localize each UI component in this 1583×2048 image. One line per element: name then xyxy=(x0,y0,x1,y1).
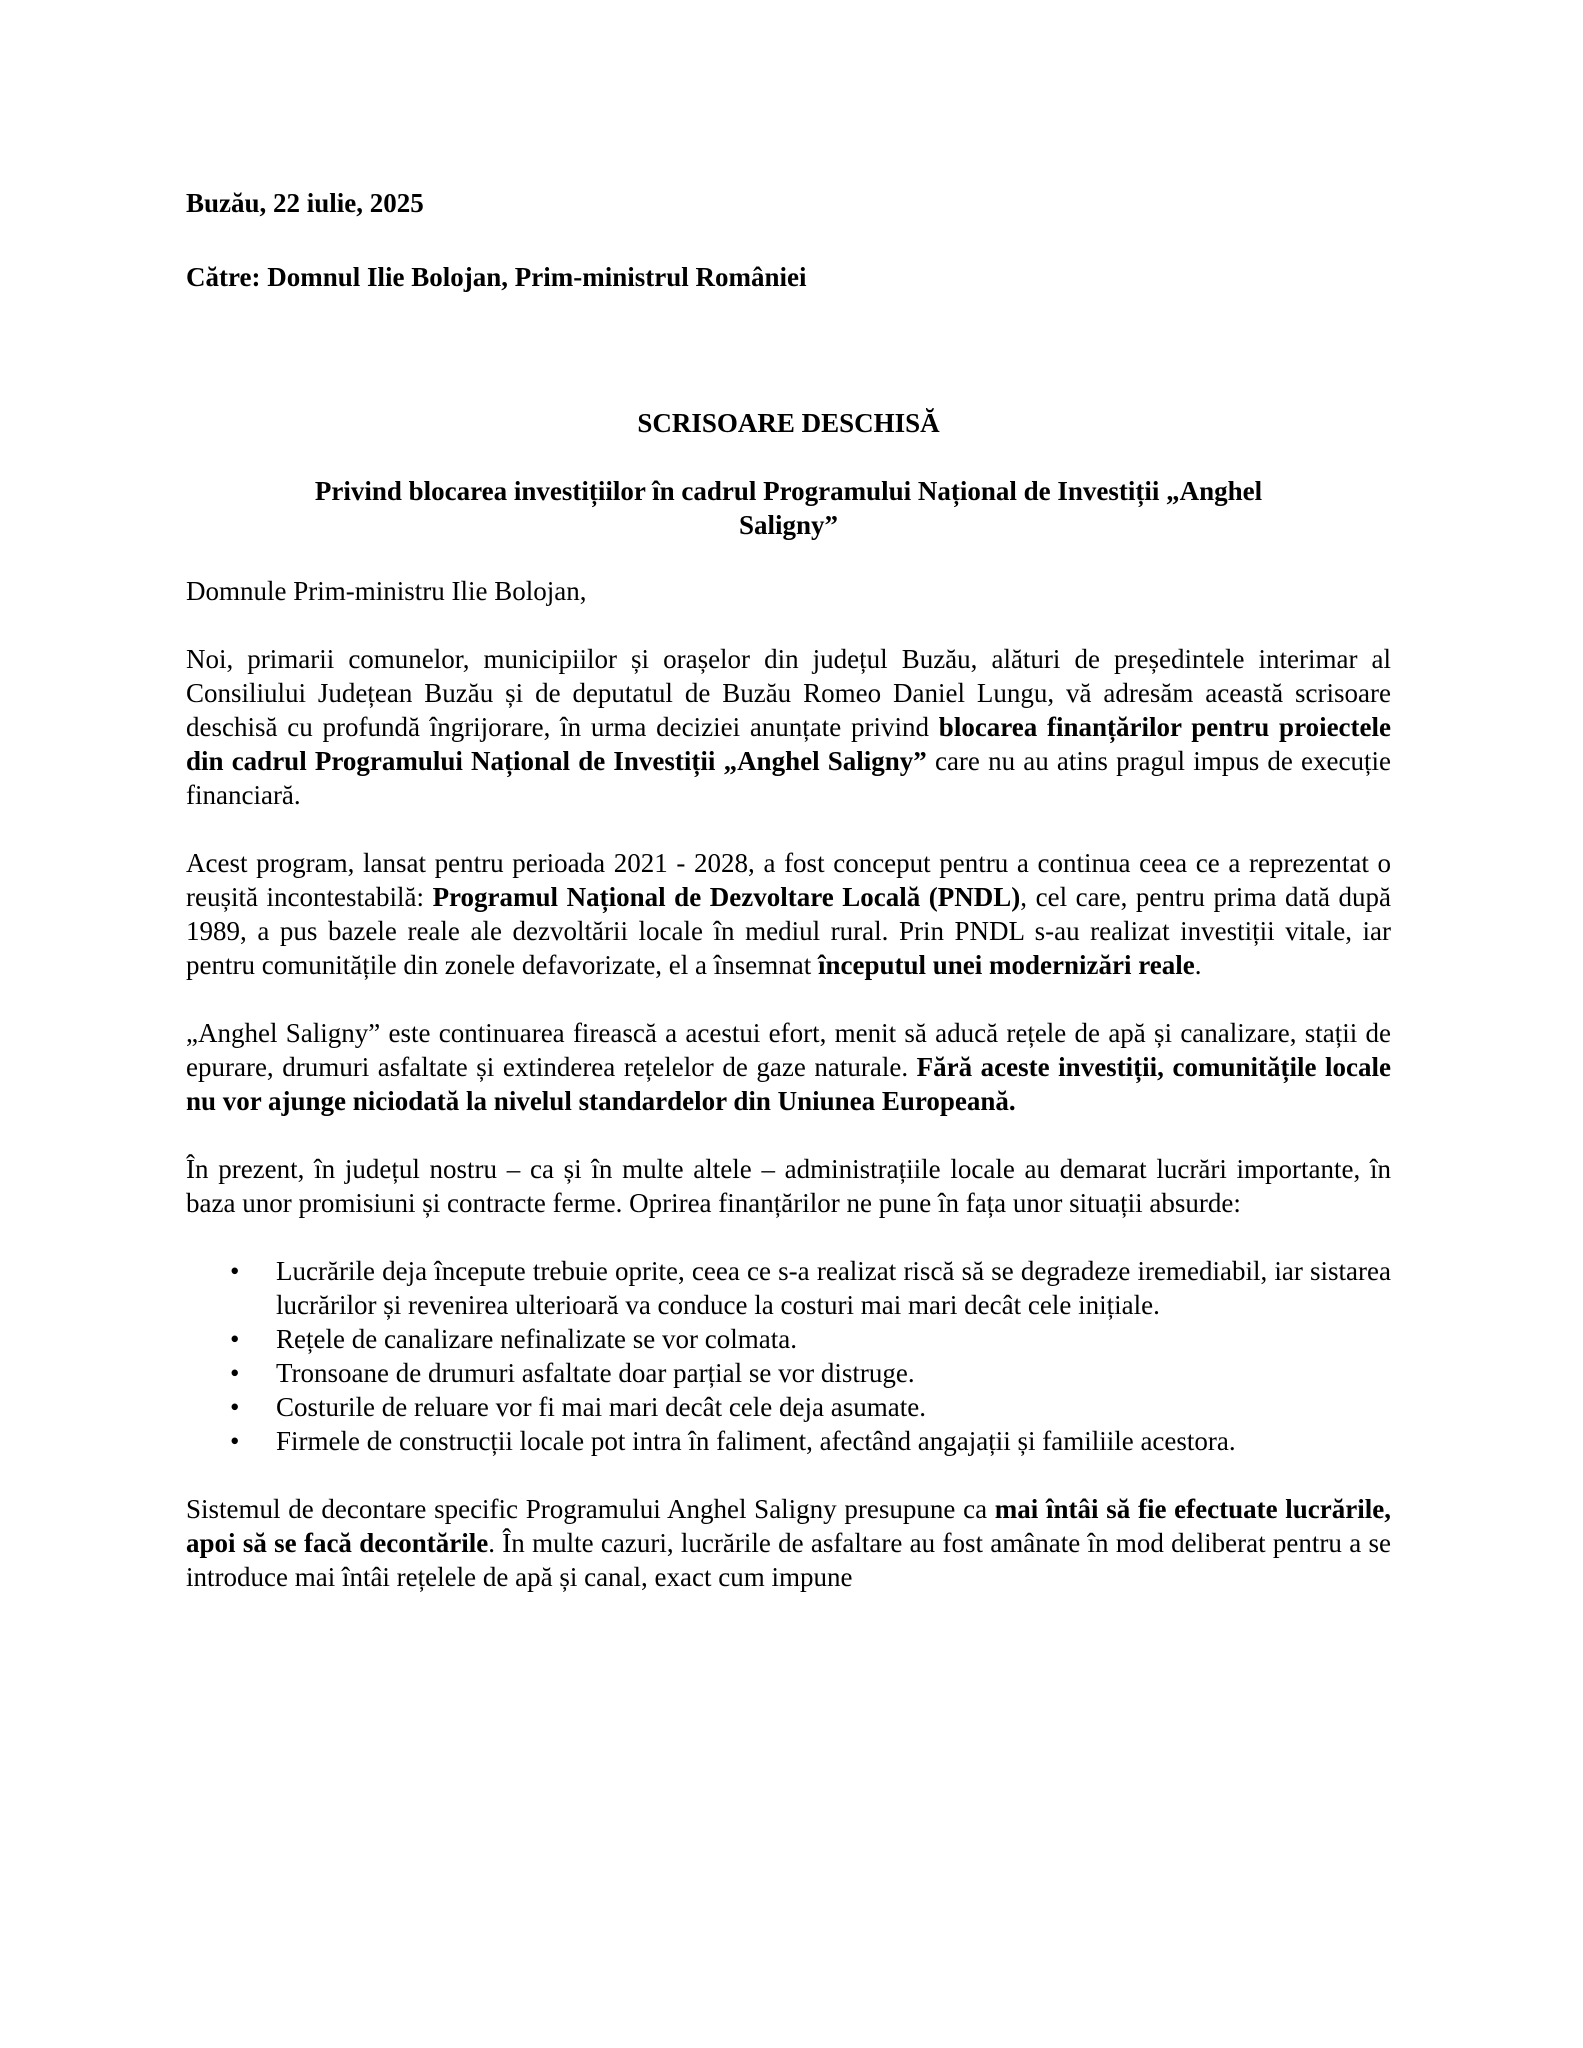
bullet-icon: • xyxy=(230,1358,240,1388)
letter-subtitle: Privind blocarea investițiilor în cadrul Programului Național de Investiții „Anghel Saligny” xyxy=(314,476,1263,540)
paragraph-1-text-c: care nu au atins pragul impus de execuție financiară. xyxy=(186,746,1391,810)
paragraph-2-text-c: , cel care, pentru prima dată după 1989, a pus bazele reale ale dezvoltării locale în mediul rural. Prin PNDL s-au realizat investiții vitale, iar pentru comunitățile din zonele defavorizate, el a însemnat xyxy=(186,882,1392,980)
paragraph-5-text-a: Sistemul de decontare specific Programului Anghel Saligny presupune ca xyxy=(186,1494,995,1524)
paragraph-2 xyxy=(186,846,1391,982)
list-item-text: Costurile de reluare vor fi mai mari decât cele deja asumate. xyxy=(276,1392,926,1422)
paragraph-4: În prezent, în județul nostru – ca și în multe altele – administrațiile locale au demarat lucrări importante, în baza unor promisiuni și contracte ferme. Oprirea finanțărilor ne pune în fața unor situații absurde: xyxy=(186,1154,1391,1218)
paragraph-5 xyxy=(186,1492,1391,1594)
paragraph-2-text-a: Acest program, lansat pentru perioada 2021 - 2028, a fost conceput pentru a continua ceea ce a reprezentat o reușită incontestabilă: xyxy=(186,848,1391,912)
list-item xyxy=(230,1390,1391,1424)
paragraph-3 xyxy=(186,1016,1391,1118)
list-item xyxy=(230,1356,1391,1390)
paragraph-2-text-e: . xyxy=(1194,950,1202,980)
letter-salutation: Domnule Prim-ministru Ilie Bolojan, xyxy=(186,576,587,606)
paragraph-1-text-a: Noi, primarii comunelor, municipiilor și orașelor din județul Buzău, alături de președintele interimar al Consiliului Județean Buzău și de deputatul de Buzău Romeo Daniel Lungu, vă adresăm această scrisoare deschisă cu profundă îngrijorare, în urma deciziei anunțate privind xyxy=(186,644,1391,742)
paragraph-1-bold: blocarea finanțărilor pentru proiectele din cadrul Programului Național de Investiții „Anghel Saligny” xyxy=(186,712,1391,776)
bullet-icon: • xyxy=(230,1392,240,1422)
paragraph-1 xyxy=(186,642,1391,812)
paragraph-3-bold: Fără aceste investiții, comunitățile locale nu vor ajunge niciodată la nivelul standardelor din Uniunea Europeană. xyxy=(186,1052,1391,1116)
list-item-text: Tronsoane de drumuri asfaltate doar parțial se vor distruge. xyxy=(276,1358,915,1388)
bullet-icon: • xyxy=(230,1256,240,1286)
paragraph-5-bold: mai întâi să fie efectuate lucrările, apoi să se facă decontările xyxy=(186,1494,1391,1558)
letter-title: SCRISOARE DESCHISĂ xyxy=(637,408,940,438)
list-item-text: Lucrările deja începute trebuie oprite, ceea ce s-a realizat riscă să se degradeze iremediabil, iar sistarea lucrărilor și revenirea ulterioară va conduce la costuri mai mari decât cele inițiale. xyxy=(276,1256,1391,1320)
paragraph-2-bold-modernization: începutul unei modernizări reale xyxy=(818,950,1195,980)
consequences-list xyxy=(186,1254,1391,1458)
list-item xyxy=(230,1322,1391,1356)
list-item xyxy=(230,1424,1391,1458)
bullet-icon: • xyxy=(230,1324,240,1354)
list-item xyxy=(230,1254,1391,1322)
letter-date: Buzău, 22 iulie, 2025 xyxy=(186,188,424,218)
bullet-icon: • xyxy=(230,1426,240,1456)
letter-recipient: Către: Domnul Ilie Bolojan, Prim-ministrul României xyxy=(186,262,807,292)
letter-body xyxy=(186,186,1391,1594)
paragraph-2-bold-pndl: Programul Național de Dezvoltare Locală (PNDL) xyxy=(432,882,1021,912)
paragraph-5-text-c: . În multe cazuri, lucrările de asfaltare au fost amânate în mod deliberat pentru a se introduce mai întâi rețelele de apă și canal, exact cum impune xyxy=(186,1528,1391,1592)
list-item-text: Firmele de construcții locale pot intra în faliment, afectând angajații și familiile acestora. xyxy=(276,1426,1236,1456)
list-item-text: Rețele de canalizare nefinalizate se vor colmata. xyxy=(276,1324,797,1354)
paragraph-3-text-a: „Anghel Saligny” este continuarea firească a acestui efort, menit să aducă rețele de apă și canalizare, stații de epurare, drumuri asfaltate și extinderea rețelelor de gaze naturale. xyxy=(186,1018,1391,1082)
